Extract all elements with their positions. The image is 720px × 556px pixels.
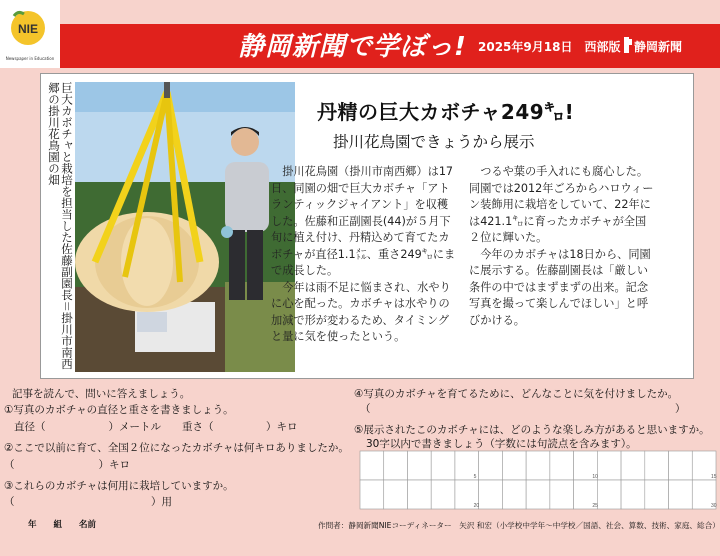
answer-field-q4[interactable]: （ ） xyxy=(360,403,686,415)
grid-cell[interactable] xyxy=(384,451,408,480)
article-clipping xyxy=(40,73,694,379)
grid-cell[interactable] xyxy=(407,480,431,509)
article-paragraph: 今年は雨不足に悩まされ、水やりに心を配った。カボチャは水やりの加減で形が変わるため、タイミングと量に気を使ったという。 xyxy=(271,280,451,343)
grid-cell[interactable] xyxy=(502,480,526,509)
answer-field-q3[interactable]: （ ）用 xyxy=(4,496,172,508)
pumpkin-photo xyxy=(75,82,295,372)
photo-caption: 巨大カボチャと栽培を担当した佐藤副園長＝掛川市南西郷の掛川花鳥園の畑 xyxy=(47,82,74,370)
grid-cell[interactable] xyxy=(645,480,669,509)
grid-cell[interactable] xyxy=(479,451,503,480)
nie-logo-icon xyxy=(8,8,48,48)
author-credit: 作問者：静岡新聞NIEコーディネーター 矢沢 和宏（小学校中学年～中学校／国語、社会、算数、技術、家庭、総合） xyxy=(318,521,720,530)
grid-count-label: 25 xyxy=(592,503,598,509)
svg-text:NIE: NIE xyxy=(17,22,39,36)
grid-cell[interactable] xyxy=(479,480,503,509)
question-4: ④写真のカボチャを育てるために、どんなことに気を付けましたか。 xyxy=(354,388,679,400)
grid-cell[interactable] xyxy=(597,480,621,509)
grid-cell[interactable] xyxy=(645,451,669,480)
grid-cell[interactable] xyxy=(360,451,384,480)
grid-count-label: 20 xyxy=(473,503,480,509)
grid-cell[interactable] xyxy=(550,480,574,509)
question-1: ①写真のカボチャの直径と重さを書きましょう。 xyxy=(4,404,234,416)
nie-logo-box xyxy=(0,0,60,68)
grid-cell[interactable] xyxy=(431,480,455,509)
grid-cell[interactable] xyxy=(431,451,455,480)
grid-cell[interactable] xyxy=(407,451,431,480)
article-paragraph: つるや葉の手入れにも腐心した。同園では2012年ごろからハロウィーン装飾用に栽培をしていて、22年には421.1㌔に育ったカボチャが全国２位に輝いた。 xyxy=(469,165,654,244)
grid-cell[interactable] xyxy=(621,451,645,480)
student-name-field[interactable]: 年 組 名前 xyxy=(28,520,97,530)
question-3: ③これらのカボチャは何用に栽培していますか。 xyxy=(4,480,234,492)
grid-count-label: 15 xyxy=(711,474,717,480)
grid-cell[interactable] xyxy=(621,480,645,509)
article-paragraph: 今年のカボチャは18日から、同園に展示する。佐藤副園長は「厳しい条件の中ではまずまずの出来。記念写真を撮って楽しんでほしい」と呼びかける。 xyxy=(469,247,651,327)
article-column-2 xyxy=(469,164,655,329)
grid-cell[interactable] xyxy=(550,451,574,480)
grid-cell[interactable] xyxy=(502,451,526,480)
answer-field-q1[interactable]: 直径（ ）メートル 重さ（ ）キロ xyxy=(14,421,298,433)
grid-count-label: 10 xyxy=(592,474,598,480)
article-paragraph: 掛川花鳥園（掛川市南西郷）は17日、同園の畑で巨大カボチャ「アトランティックジャイアント」を収穫した。佐藤和正副園長(44)が５月下旬に植え付け、丹精込めて育てたカボチャが直径1.1㍍、重さ249㌔にまで成長した。 xyxy=(271,165,456,277)
page-header xyxy=(0,0,720,68)
answer-field-q2[interactable]: （ ）キロ xyxy=(4,459,130,471)
question-2: ②ここで以前に育て、全国２位になったカボチャは何キロありましたか。 xyxy=(4,442,349,454)
article-column-1 xyxy=(271,164,457,346)
question-5-instruction: 30字以内で書きましょう（字数には句読点を含みます）。 xyxy=(366,438,637,450)
grid-cell[interactable] xyxy=(360,480,384,509)
answer-grid-q5[interactable] xyxy=(360,451,716,509)
grid-cell[interactable] xyxy=(669,480,693,509)
newspaper-name: 静岡新聞 xyxy=(634,40,683,54)
grid-cell[interactable] xyxy=(669,451,693,480)
article-headline: 丹精の巨大カボチャ249㌔! xyxy=(317,100,575,124)
issue-date: 2025年9月18日 西部版 xyxy=(478,40,621,54)
nie-subtext: Newspaper in Education xyxy=(5,56,55,61)
grid-cell[interactable] xyxy=(384,480,408,509)
brand-title: 静岡新聞で学ぼっ! xyxy=(238,32,467,62)
worksheet-intro: 記事を読んで、問いに答えましょう。 xyxy=(12,388,191,400)
shizuoka-shimbun-mark-icon xyxy=(622,36,634,54)
grid-count-label: 5 xyxy=(473,474,477,480)
grid-count-label: 30 xyxy=(711,503,717,509)
article-subhead: 掛川花鳥園できょうから展示 xyxy=(333,133,535,151)
grid-cell[interactable] xyxy=(597,451,621,480)
question-5: ⑤展示されたこのカボチャには、どのような楽しみ方があると思いますか。 xyxy=(354,424,710,436)
grid-cell[interactable] xyxy=(526,451,550,480)
grid-cell[interactable] xyxy=(526,480,550,509)
